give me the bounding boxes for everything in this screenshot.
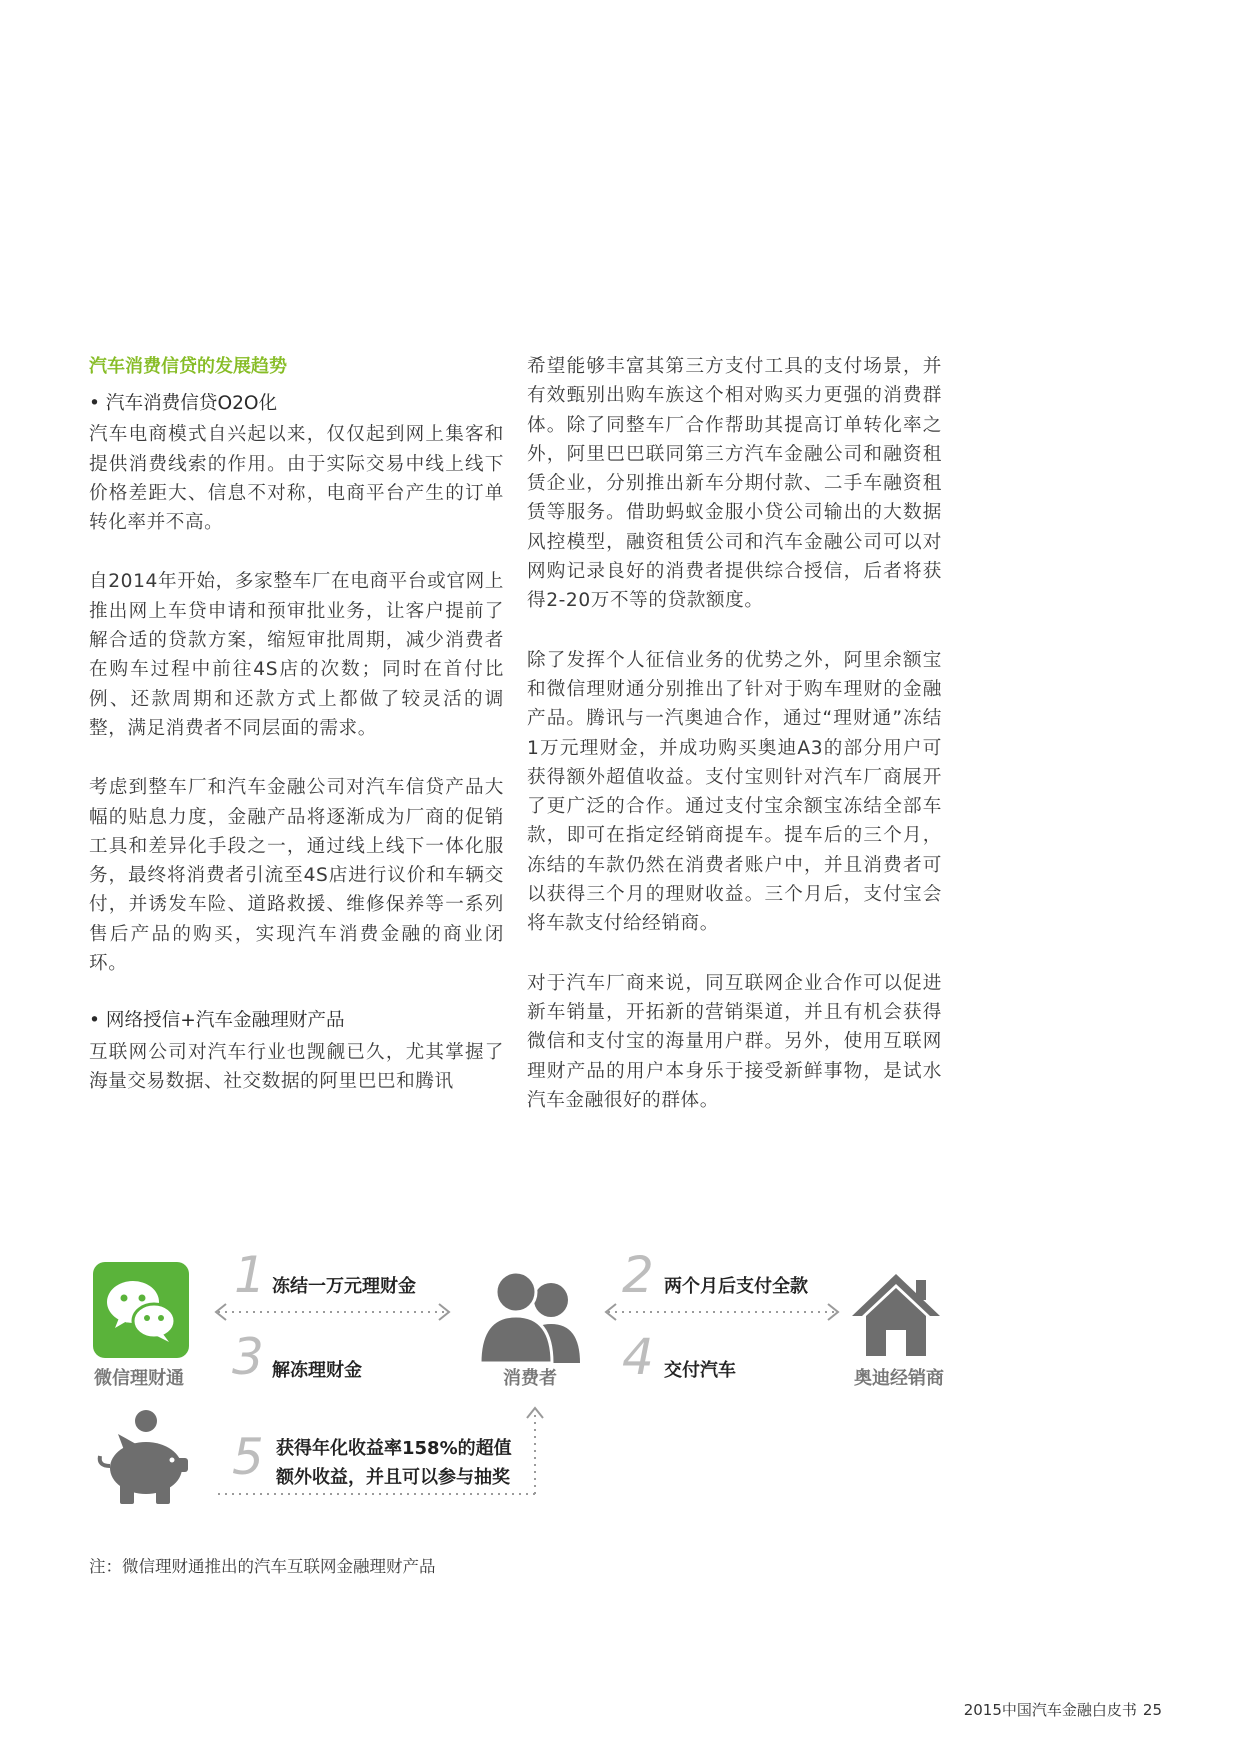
right-column	[527, 352, 942, 1115]
step-number: 3	[232, 1328, 264, 1386]
step-number: 4	[622, 1328, 654, 1386]
dealer-label: 奥迪经销商	[854, 1368, 944, 1389]
step-number: 1	[234, 1246, 266, 1304]
consumer-label: 消费者	[503, 1368, 557, 1389]
page-number: 25	[1142, 1701, 1162, 1719]
page-footer	[964, 1699, 1162, 1720]
paragraph: 除了发挥个人征信业务的优势之外，阿里余额宝和微信理财通分别推出了针对于购车理财的金融产品。腾讯与一汽奥迪合作，通过“理财通”冻结1万元理财金，并成功购买奥迪A3的部分用户可获得额外超值收益。支付宝则针对汽车厂商展开了更广泛的合作。通过支付宝余额宝冻结全部车款，即可在指定经销商提车。提车后的三个月，冻结的车款仍然在消费者账户中，并且消费者可以获得三个月的理财收益。三个月后，支付宝会将车款支付给经销商。	[527, 649, 942, 935]
left-column	[89, 352, 504, 1096]
paragraph: 对于汽车厂商来说，同互联网企业合作可以促进新车销量，开拓新的营销渠道，并且有机会获得微信和支付宝的海量用户群。另外，使用互联网理财产品的用户本身乐于接受新鲜事物，是试水汽车金融很好的群体。	[527, 972, 942, 1111]
step-text: 额外收益，并且可以参与抽奖	[276, 1467, 510, 1488]
step-number: 5	[232, 1428, 264, 1486]
wechat-icon	[93, 1262, 189, 1358]
bullet-heading-o2o: • 汽车消费信贷O2O化	[89, 393, 278, 414]
paragraph: 互联网公司对汽车行业也觊觎已久，尤其掌握了海量交易数据、社交数据的阿里巴巴和腾讯	[89, 1041, 504, 1092]
wechat-label: 微信理财通	[94, 1368, 184, 1389]
paragraph: 自2014年开始，多家整车厂在电商平台或官网上推出网上车贷申请和预审批业务，让客户提前了解合适的贷款方案，缩短审批周期，减少消费者在购车过程中前往4S店的次数；同时在首付比例、还款周期和还款方式上都做了较灵活的调整，满足消费者不同层面的需求。	[89, 571, 504, 739]
section-title: 汽车消费信贷的发展趋势	[89, 356, 287, 377]
flow-diagram	[0, 1240, 1240, 1540]
step-text: 冻结一万元理财金	[272, 1276, 416, 1297]
bullet-heading-credit: • 网络授信+汽车金融理财产品	[89, 1010, 345, 1032]
figure-note: 注：微信理财通推出的汽车互联网金融理财产品	[89, 1557, 436, 1576]
step-text: 获得年化收益率158%的超值	[276, 1438, 512, 1459]
footer-title: 2015中国汽车金融白皮书	[963, 1701, 1137, 1719]
step-text: 交付汽车	[664, 1360, 736, 1381]
house-icon	[850, 1272, 942, 1356]
paragraph: 希望能够丰富其第三方支付工具的支付场景，并有效甄别出购车族这个相对购买力更强的消费群体。除了同整车厂合作帮助其提高订单转化率之外，阿里巴巴联同第三方汽车金融公司和融资租赁企业，分别推出新车分期付款、二手车融资租赁等服务。借助蚂蚁金服小贷公司输出的大数据风控模型，融资租赁公司和汽车金融公司可以对网购记录良好的消费者提供综合授信，后者将获得2-20万不等的贷款额度。	[527, 356, 942, 612]
step-number: 2	[622, 1246, 654, 1304]
piggy-bank-icon	[94, 1408, 194, 1508]
paragraph: 汽车电商模式自兴起以来，仅仅起到网上集客和提供消费线索的作用。由于实际交易中线上线下价格差距大、信息不对称，电商平台产生的订单转化率并不高。	[89, 424, 504, 534]
step-text: 解冻理财金	[272, 1360, 362, 1381]
consumers-icon	[476, 1268, 586, 1363]
paragraph: 考虑到整车厂和汽车金融公司对汽车信贷产品大幅的贴息力度，金融产品将逐渐成为厂商的促销工具和差异化手段之一，通过线上线下一体化服务，最终将消费者引流至4S店进行议价和车辆交付，并诱发车险、道路救援、维修保养等一系列售后产品的购买，实现汽车消费金融的商业闭环。	[89, 777, 504, 975]
step-text: 两个月后支付全款	[664, 1276, 808, 1297]
